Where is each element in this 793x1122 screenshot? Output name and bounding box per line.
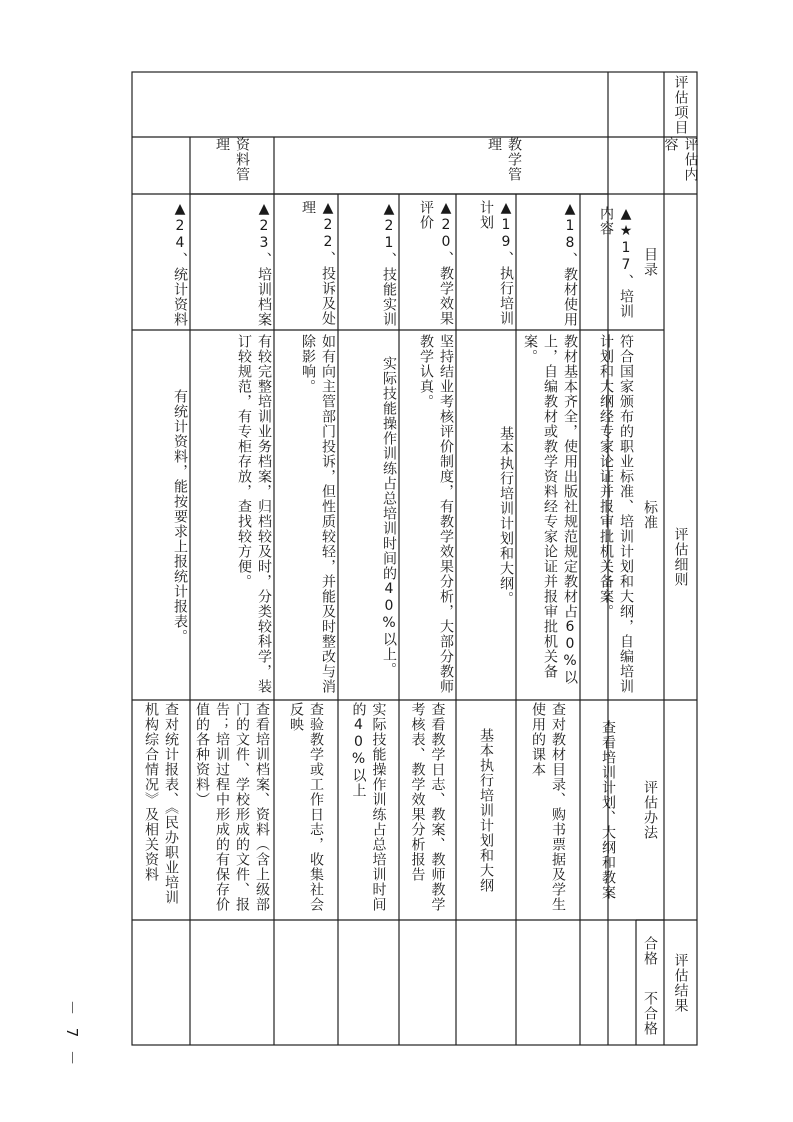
row-20-standard: 坚持结业考核评价制度，有教学效果分析，大部分教师教学认真。 bbox=[418, 334, 454, 694]
row-23-index: ▲23、培训档案 bbox=[256, 201, 272, 327]
row-23-standard: 有较完整培训业务档案，归档较及时，分类较科学，装订较规范，有专柜存放，查找较方便。 bbox=[236, 334, 272, 694]
page-number: － 7 － bbox=[63, 1000, 81, 1070]
row-19-standard: 基本执行培训计划和大纲。 bbox=[498, 426, 514, 606]
group-materials: 资料管理 bbox=[214, 137, 250, 182]
row-24-method: 查对统计报表、《民办职业培训机构综合情况》及相关资料 bbox=[143, 702, 179, 905]
header-item: 评估项目 bbox=[672, 74, 689, 135]
header-method: 评估办法 bbox=[642, 780, 658, 840]
row-20-method: 查看教学日志、教案、教师教学考核表、教学效果分析报告 bbox=[409, 702, 446, 912]
row-17-index: ▲★17、培训内容 bbox=[598, 206, 634, 319]
row-21-standard: 实际技能操作训练占总培训时间的40%以上。 bbox=[381, 355, 397, 677]
row-23-method: 查看培训档案、资料（含上级部门的文件、学校形成的文件、报告；培训过程中形成的有保存价值的各种资料） bbox=[194, 702, 270, 912]
row-22-standard: 如有向主管部门投诉，但性质较轻，并能及时整改与消除影响。 bbox=[300, 334, 336, 694]
row-17-method: 查看培训计划、大纲和教案 bbox=[600, 720, 616, 900]
row-24-standard: 有统计资料，能按要求上报统计报表。 bbox=[172, 388, 188, 644]
header-content: 评估内容 bbox=[662, 137, 699, 182]
header-pass: 合格 bbox=[642, 936, 658, 966]
row-21-index: ▲21、技能实训 bbox=[381, 201, 397, 327]
row-20-index: ▲20、教学效果评价 bbox=[418, 200, 454, 326]
row-19-index: ▲19、执行培训计划 bbox=[478, 200, 514, 326]
row-18-standard: 教材基本齐全，使用出版社规范规定教材占60%以上，自编教材或教学资料经专家论证并报审批机关备案。 bbox=[522, 334, 578, 685]
row-22-method: 查验教学或工作日志，收集社会反映 bbox=[288, 702, 324, 912]
header-index: 目录 bbox=[642, 247, 658, 277]
row-21-method: 实际技能操作训练占总培训时间的40%以上 bbox=[350, 702, 387, 912]
row-17-standard: 符合国家颁布的职业标准、培训计划和大纲，自编培训计划和大纲经专家论证并报审批机关备案。 bbox=[598, 334, 634, 694]
header-detail-group: 评估细则 bbox=[672, 527, 689, 587]
row-22-index: ▲22、投诉及处理 bbox=[300, 200, 336, 326]
group-teaching: 教学管理 bbox=[486, 137, 522, 182]
row-18-method: 查对教材目录、购书票据及学生使用的课本 bbox=[530, 702, 566, 912]
row-24-index: ▲24、统计资料 bbox=[172, 201, 188, 327]
header-standard: 标准 bbox=[642, 500, 658, 530]
row-18-index: ▲18、教材使用 bbox=[562, 201, 578, 327]
header-fail: 不合格 bbox=[642, 991, 658, 1036]
header-result-group: 评估结果 bbox=[672, 952, 689, 1013]
row-19-method: 基本执行培训计划和大纲 bbox=[478, 727, 494, 893]
